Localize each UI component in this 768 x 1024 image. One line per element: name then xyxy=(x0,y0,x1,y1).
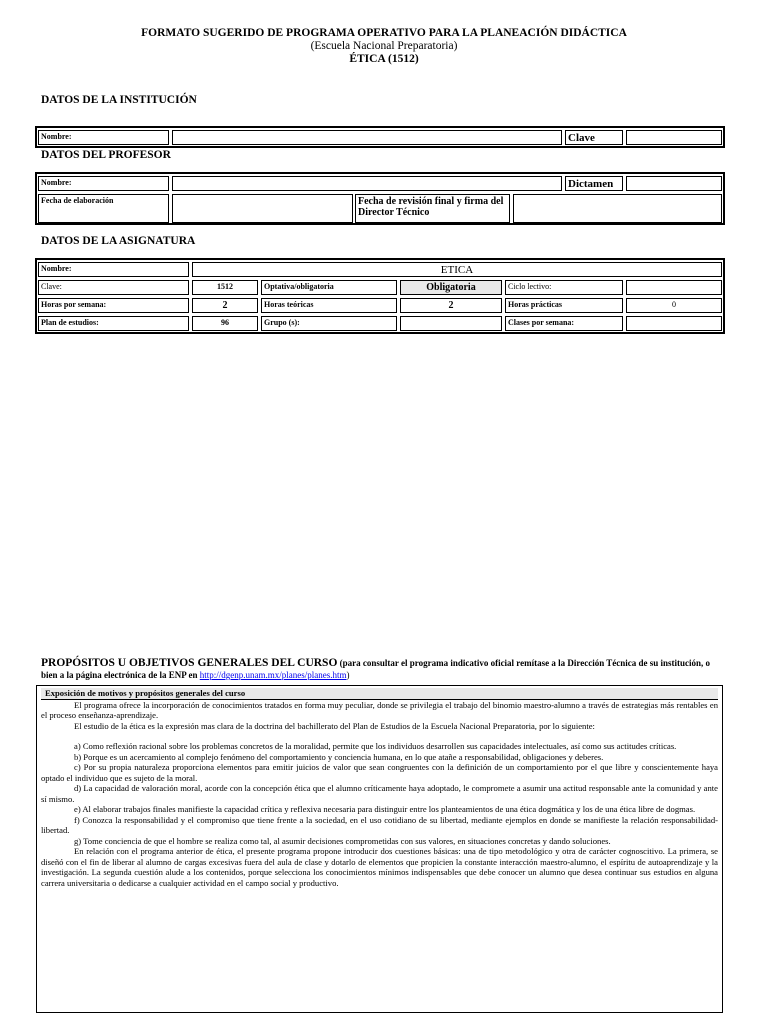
inst-clave-label: Clave xyxy=(565,130,623,145)
asig-horas-semana-label: Horas por semana: xyxy=(38,298,189,313)
document-title: FORMATO SUGERIDO DE PROGRAMA OPERATIVO PARA LA PLANEACIÓN DIDÁCTICA xyxy=(141,27,627,39)
asig-plan-label: Plan de estudios: xyxy=(38,316,189,331)
paragraph: d) La capacidad de valoración moral, acorde con la concepción ética que el alumno críticamente haya adoptado, le compromete a asumir una actitud responsable ante la comunidad y ante sí mismo. xyxy=(41,783,718,804)
paragraph: b) Porque es un acercamiento al complejo fenómeno del comportamiento y conciencia humana, en lo que atañe a responsabilidad, obligaciones y deberes. xyxy=(74,751,604,762)
propositos-heading-block xyxy=(41,657,726,681)
paragraph: a) Como reflexión racional sobre los problemas concretos de la moralidad, permite que los individuos desarrollen sus capacidades intelectuales, así como sus actitudes críticas. xyxy=(74,741,677,751)
prof-fecha-rev-label: Fecha de revisión final y firma del Director Técnico xyxy=(355,194,510,223)
asig-clave-label: Clave: xyxy=(38,280,189,295)
asig-ciclo-label: Ciclo lectivo: xyxy=(505,280,623,295)
paragraph: El programa ofrece la incorporación de conocimientos tratados en forma muy peculiar, donde se privilegia el trabajo del binomio maestro-alumno a través de estrategias más rentables en el proceso enseñanza-aprendizaje. xyxy=(41,699,718,720)
prof-fecha-elab-field[interactable] xyxy=(172,194,353,223)
prof-dictamen-label: Dictamen xyxy=(565,176,623,191)
inst-clave-field[interactable] xyxy=(626,130,722,145)
prof-fecha-rev-field[interactable] xyxy=(513,194,722,223)
paragraph: c) Por su propia naturaleza proporciona elementos para emitir juicios de valor que sean congruentes con la definición de un comportamiento por el que libre y conscientemente haya optado el individuo que es sujeto de la moral. xyxy=(41,762,718,783)
section-asignatura: DATOS DE LA ASIGNATURA xyxy=(41,235,196,247)
asig-horas-semana-value: 2 xyxy=(192,298,258,313)
institucion-table xyxy=(35,126,725,148)
propositos-note-end: ) xyxy=(346,670,350,680)
asignatura-table xyxy=(35,258,725,334)
asig-clave-value: 1512 xyxy=(192,280,258,295)
asig-horas-teoricas-label: Horas teóricas xyxy=(261,298,397,313)
course-title: ÉTICA (1512) xyxy=(349,53,419,65)
asig-horas-teoricas-value: 2 xyxy=(400,298,502,313)
inst-nombre-label: Nombre: xyxy=(38,130,169,145)
prof-nombre-field[interactable] xyxy=(172,176,562,191)
paragraph: e) Al elaborar trabajos finales manifieste la capacidad crítica y reflexiva necesaria para distinguir entre los planteamientos de una ética dogmática y los de una ética libre de dogmas. xyxy=(74,804,696,814)
section-institucion: DATOS DE LA INSTITUCIÓN xyxy=(41,94,197,106)
asig-clases-label: Clases por semana: xyxy=(505,316,623,331)
asig-horas-practicas-label: Horas prácticas xyxy=(505,298,623,313)
prof-nombre-label: Nombre: xyxy=(38,176,169,191)
enp-planes-link[interactable]: http://dgenp.unam.mx/planes/planes.htm xyxy=(199,670,347,680)
profesor-table xyxy=(35,172,725,225)
asig-nombre-label: Nombre: xyxy=(38,262,189,277)
asig-optativa-label: Optativa/obligatoria xyxy=(261,280,397,295)
asig-horas-practicas-value: 0 xyxy=(626,298,722,313)
section-propositos: PROPÓSITOS U OBJETIVOS GENERALES DEL CURSO xyxy=(41,657,338,669)
prof-fecha-elab-label: Fecha de elaboración xyxy=(38,194,169,223)
asig-ciclo-value[interactable] xyxy=(626,280,722,295)
paragraph: El estudio de la ética es la expresión mas clara de la doctrina del bachillerato del Plan de Estudios de la Escuela Nacional Preparatoria, por lo siguiente: xyxy=(74,720,595,731)
document-subtitle: (Escuela Nacional Preparatoria) xyxy=(310,40,458,52)
asig-grupo-value[interactable] xyxy=(400,316,502,331)
asig-grupo-label: Grupo (s): xyxy=(261,316,397,331)
propositos-note: (para consultar el programa indicativo oficial remítase a la Dirección Técnica de su institución, o bien a la página electrónica de la ENP en xyxy=(41,658,711,680)
paragraph: En relación con el programa anterior de ética, el presente programa propone introducir dos cuestiones básicas: una de tipo metodológico y otra de carácter cognoscitivo. La primera, se diseñó con el fin de liberar al alumno de cargas excesivas fuera del aula de clase y dotarlo de elementos que propicien la constante interacción maestro-alumno, el espíritu de autoaprendizaje y la investigación. La segunda cuestión alude a los contenidos, porque selecciona los conocimientos mínimos indispensables que debe conocer un alumno que desea continuar sus estudios en alguna carrera universitaria o dedicarse a cualquier actividad en el campo social y productivo. xyxy=(41,846,718,888)
asig-clases-value[interactable] xyxy=(626,316,722,331)
exposicion-title: Exposición de motivos y propósitos generales del curso xyxy=(41,688,718,700)
asig-optativa-value: Obligatoria xyxy=(400,280,502,295)
section-profesor: DATOS DEL PROFESOR xyxy=(41,149,171,161)
asig-plan-value: 96 xyxy=(192,316,258,331)
prof-dictamen-field[interactable] xyxy=(626,176,722,191)
paragraph: f) Conozca la responsabilidad y el compromiso que tiene frente a la sociedad, en el uso cotidiano de su libertad, mediante ejemplos en donde se manifieste la relación responsabilidad-libertad. xyxy=(41,814,718,835)
exposicion-motivos-box xyxy=(36,685,723,1013)
paragraph: g) Tome conciencia de que el hombre se realiza como tal, al asumir decisiones comprometidas con sus valores, en situaciones concretas y dando soluciones. xyxy=(74,835,611,846)
inst-nombre-field[interactable] xyxy=(172,130,562,145)
asig-nombre-value: ETICA xyxy=(192,262,722,277)
